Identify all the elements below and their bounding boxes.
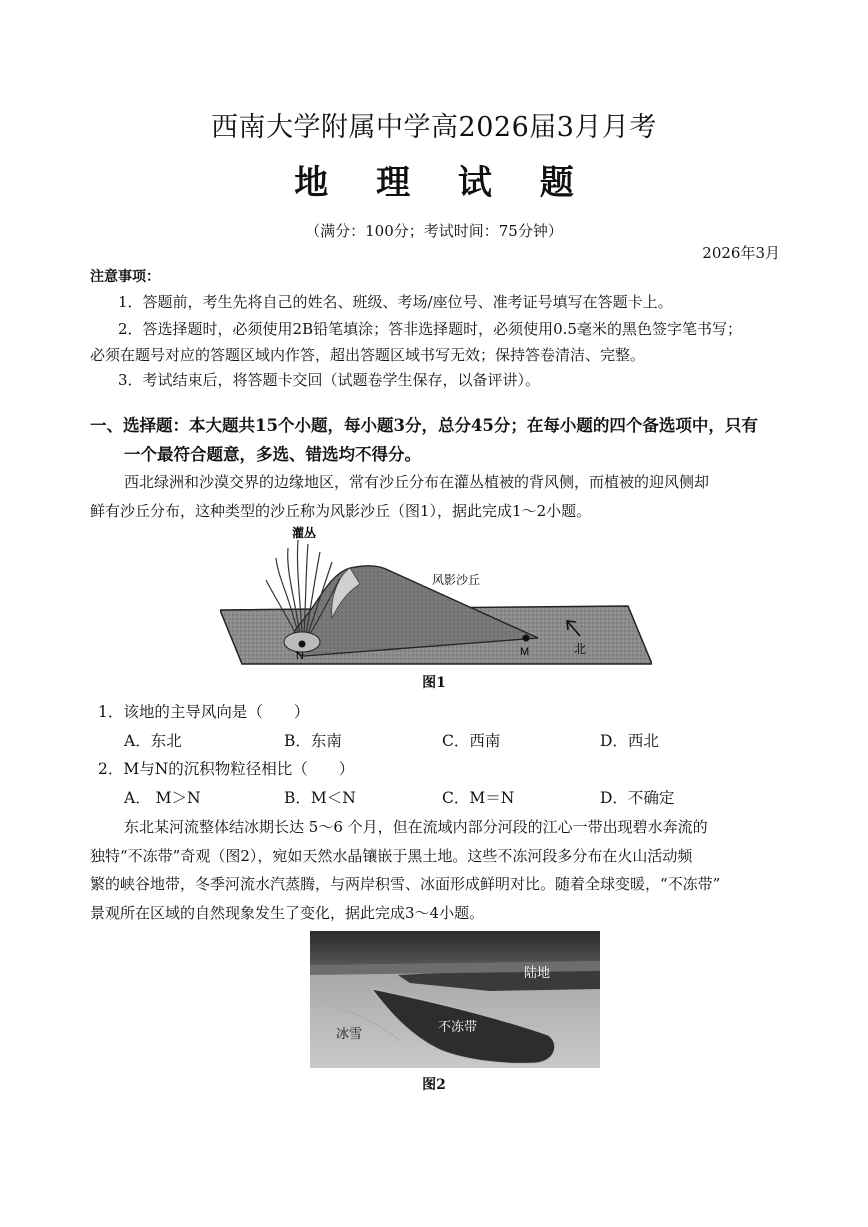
passage2-line1: 东北某河流整体结冰期长达 5～6 个月，但在流域内部分河段的江心一带出现碧水奔流的 [124, 818, 708, 836]
question-1-option-a: A．东北 [124, 732, 182, 750]
label-north: 北 [574, 642, 587, 656]
figure2-river-photo [310, 931, 600, 1068]
section-heading: 一、选择题：本大题共15个小题，每小题3分，总分45分；在每小题的四个备选项中，只有 [90, 416, 758, 435]
passage2-line2: 独特“不冻带”奇观（图2），宛如天然水晶镶嵌于黑土地。这些不冻河段多分布在火山活动频 [90, 847, 693, 865]
question-2-option-b: B．M＜N [284, 789, 356, 807]
question-1-option-b: B．东南 [284, 732, 342, 750]
question-2-stem: 2．M与N的沉积物粒径相比（ ） [98, 760, 355, 778]
notice-item-3: 3．考试结束后，将答题卡交回（试题卷学生保存，以备评讲）。 [118, 371, 541, 389]
subject-title: 地 理 试 题 [294, 163, 592, 203]
notice-item-2-cont: 必须在题号对应的答题区域内作答，超出答题区域书写无效；保持答卷清洁、完整。 [90, 346, 646, 364]
figure1-caption: 图1 [422, 675, 446, 691]
label-unfrozen-band: 不冻带 [438, 1019, 478, 1034]
point-M-marker [523, 635, 530, 642]
question-1-option-c: C．西南 [442, 732, 501, 750]
passage1-line1: 西北绿洲和沙漠交界的边缘地区，常有沙丘分布在灌丛植被的背风侧，而植被的迎风侧却 [124, 473, 710, 491]
question-1-stem: 1．该地的主导风向是（ ） [98, 703, 310, 721]
notice-item-2: 2．答选择题时，必须使用2B铅笔填涂；答非选择题时，必须使用0.5毫米的黑色签字笔书写； [118, 320, 742, 338]
label-N: N [296, 650, 304, 662]
figure1-dune-diagram [220, 518, 652, 668]
question-2-option-c: C．M＝N [442, 789, 515, 807]
section-heading-cont: 一个最符合题意，多选、错选均不得分。 [124, 445, 421, 464]
label-shrub: 灌丛 [292, 526, 317, 540]
exam-title: 西南大学附属中学高2026届3月月考 [211, 112, 657, 143]
notice-item-1: 1．答题前，考生先将自己的姓名、班级、考场/座位号、准考证号填写在答题卡上。 [118, 293, 673, 311]
passage2-line4: 景观所在区域的自然现象发生了变化，据此完成3～4小题。 [90, 904, 485, 922]
question-2-option-d: D．不确定 [600, 789, 675, 807]
label-ice-snow: 冰雪 [336, 1026, 363, 1041]
label-M: M [520, 646, 530, 658]
exam-date: 2026年3月 [702, 244, 780, 262]
label-land: 陆地 [524, 965, 551, 980]
question-1-option-d: D．西北 [600, 732, 659, 750]
label-dune: 风影沙丘 [432, 573, 481, 587]
score-info: （满分：100分；考试时间：75分钟） [305, 222, 563, 240]
question-2-option-a: A． M＞N [124, 789, 201, 807]
passage1-line2: 鲜有沙丘分布，这种类型的沙丘称为风影沙丘（图1），据此完成1～2小题。 [90, 502, 592, 520]
passage2-line3: 繁的峡谷地带，冬季河流水汽蒸腾，与两岸积雪、冰面形成鲜明对比。随着全球变暖，“不冻带” [90, 875, 721, 893]
figure2-caption: 图2 [422, 1077, 446, 1093]
notice-heading: 注意事项： [90, 269, 160, 285]
point-N-marker [299, 641, 306, 648]
